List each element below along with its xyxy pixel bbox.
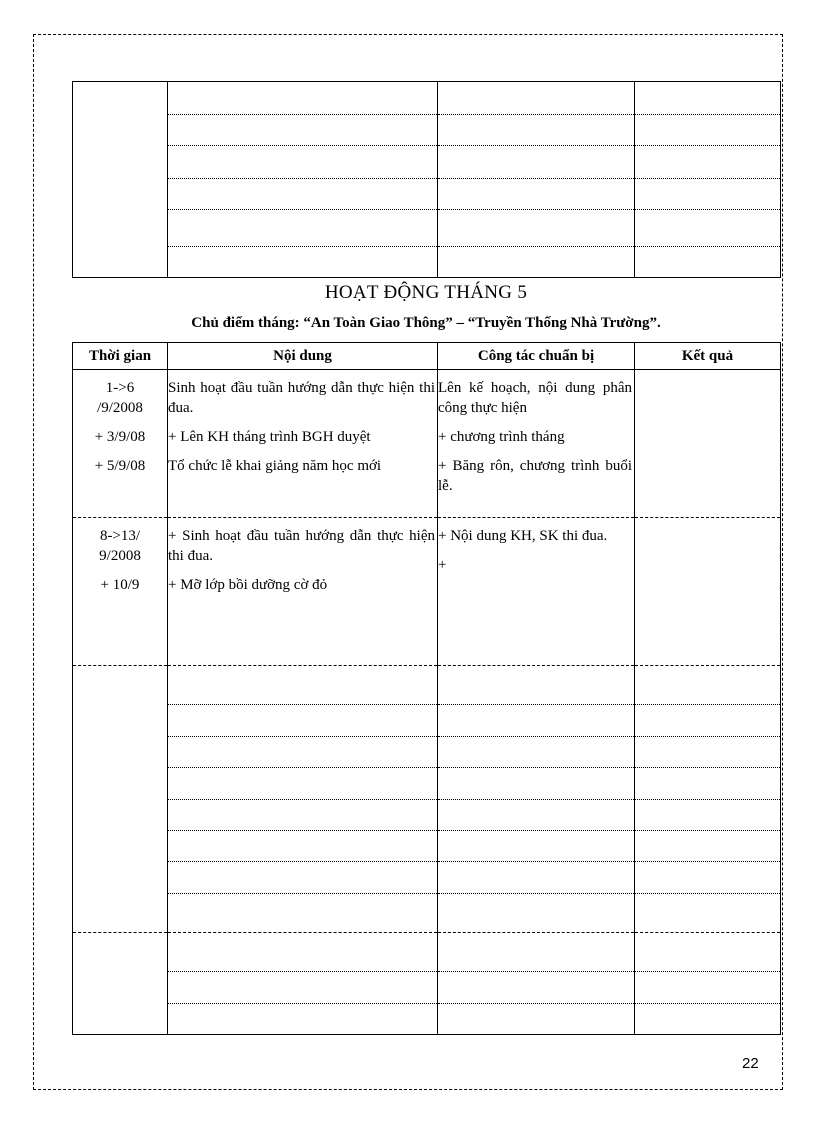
table-row xyxy=(73,518,781,666)
page-number: 22 xyxy=(742,1055,759,1072)
col-header-content: Nội dung xyxy=(168,343,438,370)
prep-cell xyxy=(438,518,635,666)
time-cell xyxy=(73,518,168,666)
blank-cell xyxy=(73,82,168,115)
col-header-prep: Công tác chuẩn bị xyxy=(438,343,635,370)
col-header-result: Kết quả xyxy=(635,343,781,370)
result-cell xyxy=(635,518,781,666)
table-header-row xyxy=(73,343,781,370)
time-range: 8->13/ xyxy=(99,528,141,544)
top-blank-table xyxy=(72,81,781,278)
prep-item: + chương trình tháng xyxy=(438,429,565,445)
content-item: + Lên KH tháng trình BGH duyệt xyxy=(168,429,371,445)
page-title: HOẠT ĐỘNG THÁNG 5 xyxy=(324,282,528,303)
content-cell xyxy=(168,370,438,518)
content-item: Tổ chức lễ khai giảng năm học mới xyxy=(168,458,382,474)
content-item: + Mỡ lớp bồi dưỡng cờ đỏ xyxy=(168,577,328,593)
content-item: + Sinh hoạt đầu tuần hướng dẫn thực hiện thi đua. xyxy=(168,528,435,564)
content-item: Sinh hoạt đầu tuần hướng dẫn thực hiện thi đua. xyxy=(168,380,435,416)
prep-item: + Băng rôn, chương trình buổi lễ. xyxy=(438,458,632,494)
content-cell xyxy=(168,518,438,666)
table-row xyxy=(73,370,781,518)
prep-cell xyxy=(438,370,635,518)
time-range: 1->6 xyxy=(105,380,135,396)
bottom-blank-table xyxy=(72,665,781,1035)
time-range: 9/2008 xyxy=(99,548,141,564)
result-cell xyxy=(635,370,781,518)
col-header-time: Thời gian xyxy=(73,343,168,370)
time-range: /9/2008 xyxy=(97,400,143,416)
time-date: + 5/9/08 xyxy=(94,458,146,474)
prep-item: + Nội dung KH, SK thi đua. xyxy=(438,528,608,544)
prep-item: Lên kế hoạch, nội dung phân công thực hiện xyxy=(438,380,632,416)
activity-table xyxy=(72,342,781,666)
time-date: + 3/9/08 xyxy=(94,429,146,445)
time-date: + 10/9 xyxy=(100,577,140,593)
page-subtitle: Chủ điểm tháng: “An Toàn Giao Thông” – “Truyền Thống Nhà Trường”. xyxy=(191,315,661,331)
prep-item: + xyxy=(438,557,447,573)
time-cell xyxy=(73,370,168,518)
